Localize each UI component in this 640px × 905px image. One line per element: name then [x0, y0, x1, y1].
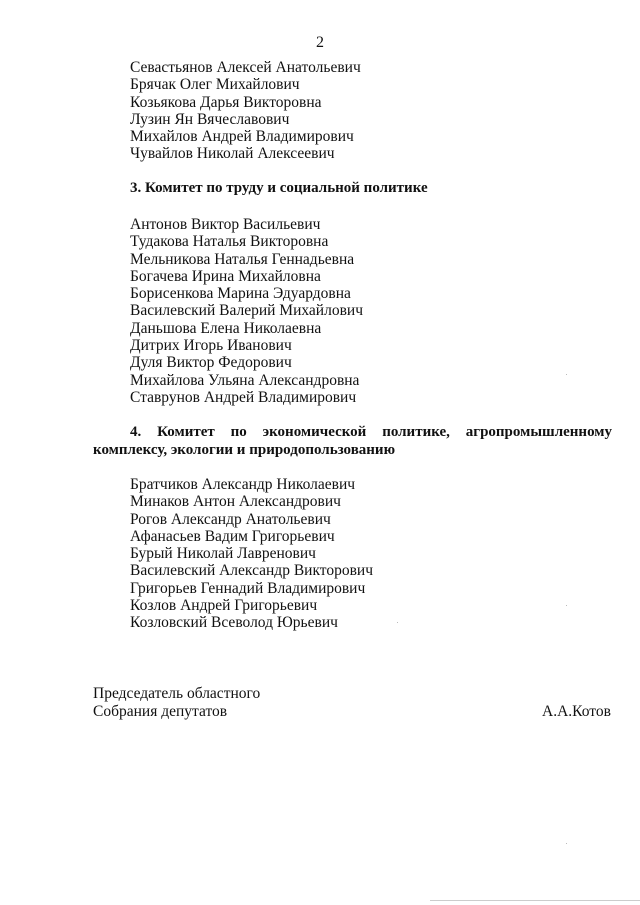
signatory-name: А.А.Котов — [542, 703, 611, 720]
list-item: Козьякова Дарья Викторовна — [130, 93, 322, 111]
list-item: Даньшова Елена Николаевна — [130, 319, 322, 337]
list-item: Василевский Валерий Михайлович — [130, 302, 363, 320]
committee-4-heading-line2: комплексу, экологии и природопользованию — [93, 442, 396, 458]
list-item: Михайлова Ульяна Александровна — [130, 371, 360, 389]
signatory-title — [93, 685, 260, 721]
scan-edge-line — [430, 900, 640, 901]
list-item: Рогов Александр Анатольевич — [130, 510, 331, 528]
list-item: Дитрих Игорь Иванович — [130, 337, 292, 355]
list-item: Григорьев Геннадий Владимирович — [130, 579, 366, 597]
page-number: 2 — [316, 34, 324, 51]
signatory-title-line2: Собрания депутатов — [93, 703, 228, 720]
list-item: Козловский Всеволод Юрьевич — [130, 614, 338, 632]
list-item: Тудакова Наталья Викторовна — [130, 233, 329, 251]
list-item: Борисенкова Марина Эдуардовна — [130, 285, 351, 303]
list-item: Лузин Ян Вячеславович — [130, 110, 290, 128]
list-item: Брячак Олег Михайлович — [130, 76, 300, 94]
list-item: Козлов Андрей Григорьевич — [130, 597, 318, 615]
committee-3-heading: 3. Комитет по труду и социальной политике — [130, 180, 428, 196]
scan-speck — [566, 374, 567, 375]
list-item: Богачева Ирина Михайловна — [130, 267, 321, 285]
list-item: Мельникова Наталья Геннадьевна — [130, 250, 355, 268]
scan-speck — [566, 843, 567, 844]
committee-4-member-list — [130, 476, 373, 632]
list-item: Афанасьев Вадим Григорьевич — [130, 527, 335, 545]
list-item: Братчиков Александр Николаевич — [130, 476, 356, 493]
scan-speck — [566, 605, 567, 606]
list-item: Ставрунов Андрей Владимирович — [130, 388, 357, 406]
list-item: Дуля Виктор Федорович — [130, 354, 292, 372]
list-item: Бурый Николай Лавренович — [130, 545, 316, 563]
committee-4-heading — [93, 423, 612, 459]
committee-3-member-list — [130, 216, 363, 406]
list-item: Минаков Антон Александрович — [130, 493, 341, 511]
signatory-title-line1: Председатель областного — [93, 685, 261, 702]
list-item: Михайлов Андрей Владимирович — [130, 128, 354, 146]
list-item: Василевский Александр Викторович — [130, 562, 374, 580]
member-list-continued — [130, 59, 361, 163]
committee-4-heading-line1: 4. Комитет по экономической политике, агропромышленному — [130, 424, 612, 440]
scan-speck — [397, 622, 398, 623]
list-item: Антонов Виктор Васильевич — [130, 216, 321, 233]
list-item: Севастьянов Алексей Анатольевич — [130, 59, 361, 76]
list-item: Чувайлов Николай Алексеевич — [130, 145, 335, 163]
